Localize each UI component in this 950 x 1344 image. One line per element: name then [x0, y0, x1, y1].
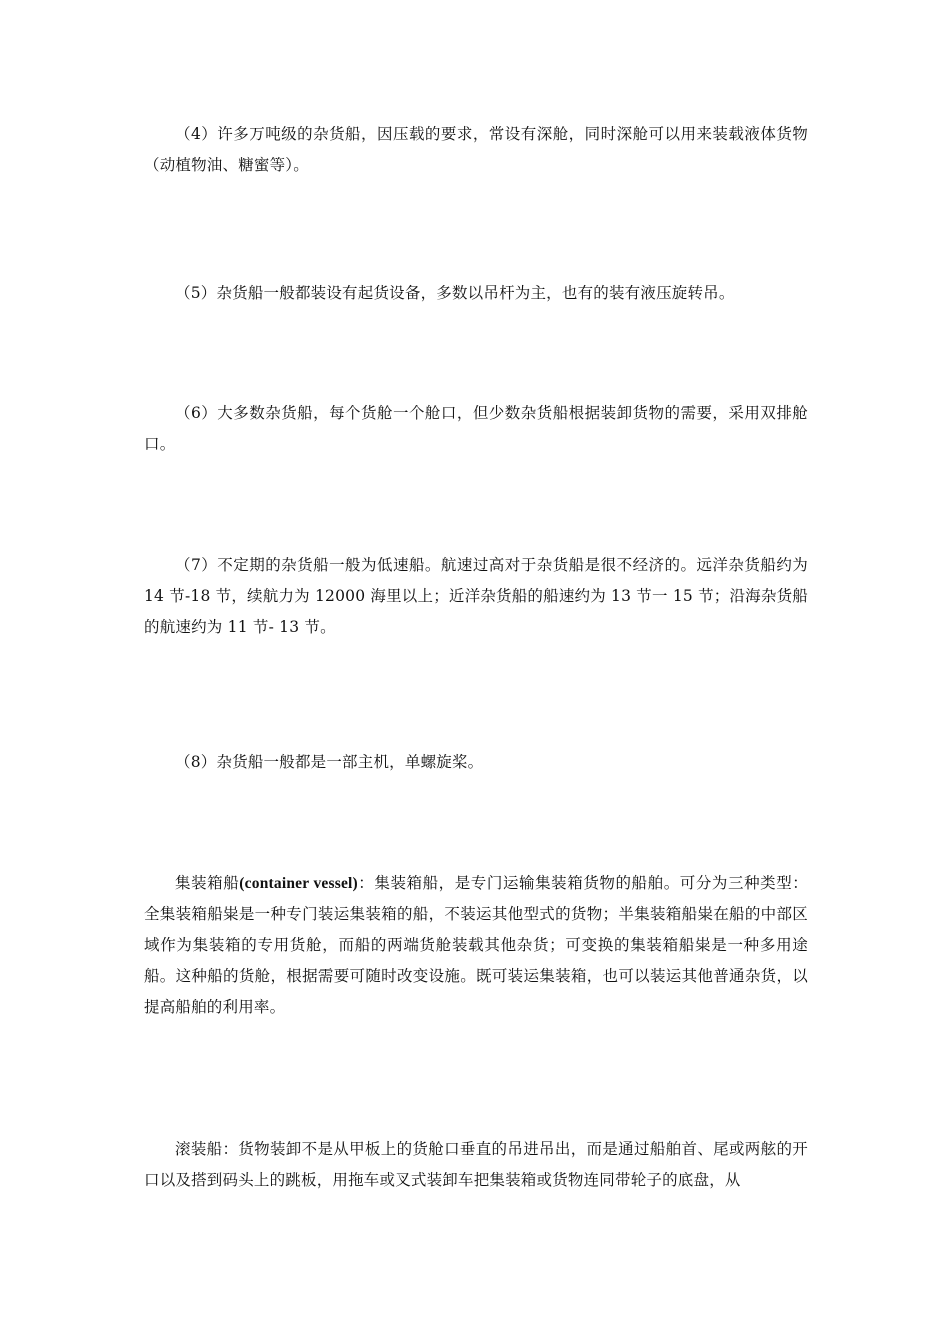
paragraph-deep-tank: （4）许多万吨级的杂货船，因压载的要求，常设有深舱，同时深舱可以用来装载液体货物（动植物油、糖蜜等）。 — [144, 125, 808, 174]
term-container-vessel-cn: 集装箱船 — [175, 874, 240, 892]
term-container-vessel-en: (container vessel) — [239, 875, 358, 892]
paragraph-roro-ship: 滚装船：货物装卸不是从甲板上的货舱口垂直的吊进吊出，而是通过船舶首、尾或两舷的开口以及搭到码头上的跳板，用拖车或叉式装卸车把集装箱或货物连同带轮子的底盘，从 — [144, 1140, 808, 1189]
paragraph-cargo-gear: （5）杂货船一般都装设有起货设备，多数以吊杆为主，也有的装有液压旋转吊。 — [175, 284, 735, 302]
paragraph-speed: （7）不定期的杂货船一般为低速船。航速过高对于杂货船是很不经济的。远洋杂货船约为 14 节-18 节，续航力为 12000 海里以上；近洋杂货船的船速约为 13 节一 15 节；沿海杂货船的航速约为 11 节- 13 节。 — [144, 556, 808, 636]
paragraph-main-engine: （8）杂货船一般都是一部主机，单螺旋桨。 — [175, 753, 484, 771]
paragraph-container-vessel — [144, 868, 808, 1023]
container-vessel-body: ：集装箱船，是专门运输集装箱货物的船舶。可分为三种类型：全集装箱船粜是一种专门装运集装箱的船，不装运其他型式的货物；半集装箱船粜在船的中部区域作为集装箱的专用货舱，而船的两端货舱装载其他杂货；可变换的集装箱船粜是一种多用途船。这种船的货舱，根据需要可随时改变设施。既可装运集装箱，也可以装运其他普通杂货，以提高船舶的利用率。 — [144, 874, 808, 1016]
paragraph-hatches: （6）大多数杂货船，每个货舱一个舱口，但少数杂货船根据装卸货物的需要，采用双排舱口。 — [144, 404, 808, 453]
